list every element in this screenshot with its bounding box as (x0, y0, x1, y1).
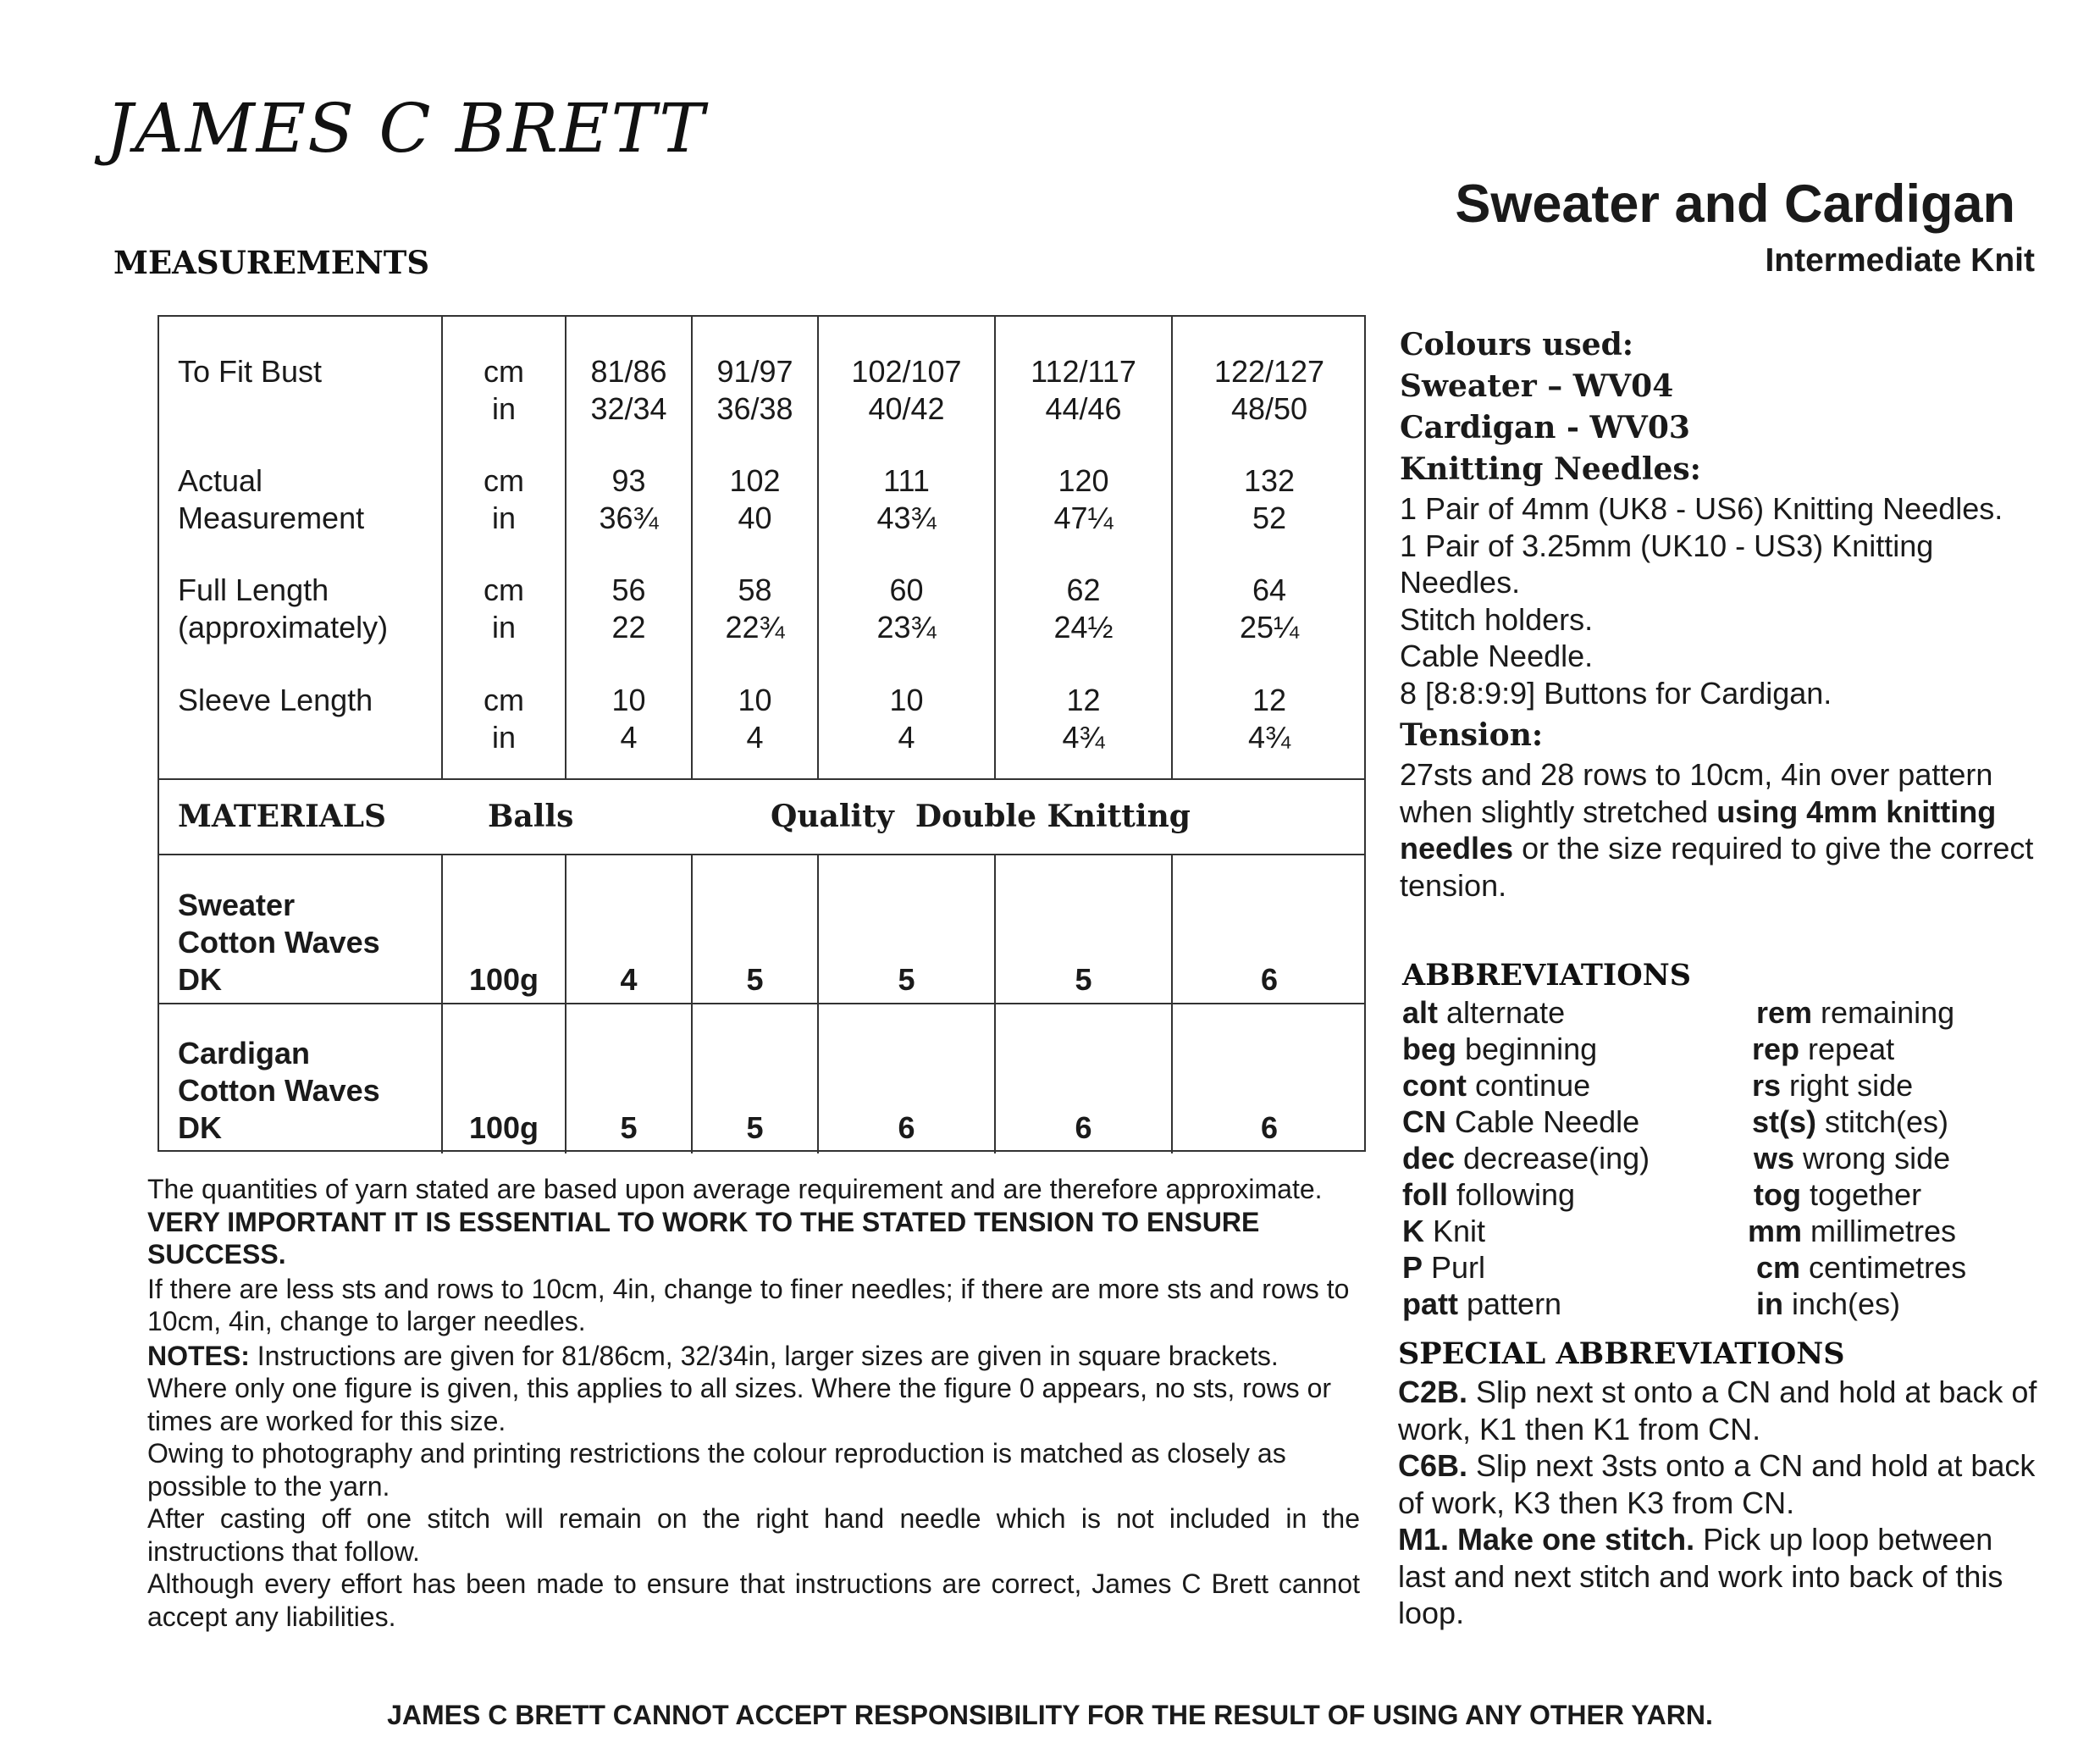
abbreviation: dec decrease(ing) (1402, 1141, 1650, 1175)
abbreviation: alt alternate (1402, 995, 1566, 1030)
quantities-note: The quantities of yarn stated are based upon average requirement and are therefore approximate. (147, 1174, 1323, 1204)
brand-logo: JAMES C BRETT (106, 89, 706, 168)
size-value: 122/127 48/50 (1213, 354, 1325, 426)
ball-count: 6 (1260, 1110, 1279, 1145)
quality-label: Quality Double Knitting (771, 799, 1191, 834)
needles-heading: Knitting Needles: (1400, 451, 1701, 487)
abbreviation: CN Cable Needle (1402, 1104, 1640, 1139)
size-value: 58 22¾ (725, 573, 785, 644)
row-label: To Fit Bust (178, 354, 323, 389)
colour-cardigan: Cardigan - WV03 (1400, 410, 1690, 445)
colour-sweater: Sweater – WV04 (1400, 368, 1674, 404)
ball-count: 4 (620, 962, 638, 997)
size-value: 102/107 40/42 (851, 354, 962, 426)
abbreviation: beg beginning (1402, 1032, 1598, 1066)
measurements-heading: MEASUREMENTS (113, 244, 430, 281)
abbreviations-heading: ABBREVIATIONS (1402, 958, 1692, 993)
casting-note-line: instructions that follow. (147, 1535, 420, 1567)
row-label: Actual Measurement (178, 463, 365, 535)
needle-item: 8 [8:8:9:9] Buttons for Cardigan. (1400, 675, 1832, 711)
abbreviation: ws wrong side (1754, 1141, 1951, 1175)
size-value: 10 4 (611, 683, 646, 755)
size-value: 64 25¼ (1239, 573, 1300, 644)
abbreviation: cont continue (1402, 1068, 1591, 1103)
table-divider (159, 1003, 1364, 1004)
liability-note-line: Although every effort has been made to ensure that instructions are correct, James C Brett cannot (147, 1568, 1360, 1599)
ball-count: 5 (746, 1110, 764, 1145)
abbreviation: cm centimetres (1756, 1250, 1967, 1285)
abbreviation: rep repeat (1752, 1032, 1895, 1066)
yarn-name: Sweater Cotton Waves DK (178, 888, 380, 997)
size-value: 10 4 (738, 683, 772, 755)
notes-label: NOTES: (147, 1340, 250, 1371)
ball-count: 5 (1075, 962, 1092, 997)
abbreviation: in inch(es) (1756, 1286, 1901, 1321)
ball-count: 6 (1260, 962, 1279, 997)
size-value: 111 43¾ (876, 463, 937, 535)
abbreviation: rem remaining (1756, 995, 1955, 1030)
size-value: 91/97 36/38 (716, 354, 793, 426)
measurements-table (158, 315, 1366, 1152)
footer-disclaimer: JAMES C BRETT CANNOT ACCEPT RESPONSIBILITY FOR THE RESULT OF USING ANY OTHER YARN. (387, 1700, 1713, 1730)
yarn-name: Cardigan Cotton Waves DK (178, 1036, 380, 1145)
yarn-weight: 100g (468, 962, 539, 997)
size-value: 120 47¼ (1053, 463, 1114, 535)
size-value: 132 52 (1243, 463, 1296, 535)
unit-cell: cm in (484, 683, 524, 755)
pattern-title: Sweater and Cardigan (1455, 174, 2015, 234)
abbreviation: patt pattern (1402, 1286, 1562, 1321)
size-value: 102 40 (729, 463, 781, 535)
ball-count: 5 (898, 962, 915, 997)
size-value: 112/117 44/46 (1031, 354, 1136, 426)
needle-item: 1 Pair of 3.25mm (UK10 - US3) Knitting Needles. (1400, 528, 1934, 600)
unit-cell: cm in (484, 573, 524, 644)
abbreviation: foll following (1402, 1177, 1576, 1212)
special-abbreviations-heading: SPECIAL ABBREVIATIONS (1398, 1336, 1845, 1371)
abbreviation: P Purl (1402, 1250, 1486, 1285)
size-value: 60 23¾ (876, 573, 937, 644)
special-abbreviation: C2B. Slip next st onto a CN and hold at back of work, K1 then K1 from CN. (1398, 1375, 2037, 1447)
ball-count: 6 (1075, 1110, 1092, 1145)
special-abbreviations-list (1398, 1374, 2042, 1632)
table-divider (159, 854, 1364, 855)
special-abbreviation: C6B. Slip next 3sts onto a CN and hold at back of work, K3 then K3 from CN. (1398, 1448, 2036, 1520)
needle-item: Cable Needle. (1400, 639, 1594, 673)
ball-count: 5 (746, 962, 764, 997)
unit-cell: cm in (484, 463, 524, 535)
photography-note: Owing to photography and printing restrictions the colour reproduction is matched as closely as possible to the yarn. (147, 1438, 1286, 1502)
ball-count: 6 (898, 1110, 915, 1145)
size-value: 81/86 32/34 (590, 354, 667, 426)
pattern-details (1400, 324, 2043, 904)
pattern-level: Intermediate Knit (1765, 242, 2035, 279)
pattern-notes (147, 1173, 1360, 1633)
row-label: Sleeve Length (178, 683, 373, 717)
abbreviation: tog together (1754, 1177, 1922, 1212)
table-divider (159, 778, 1364, 780)
tension-text: 27sts and 28 rows to 10cm, 4in over pattern when slightly stretched using 4mm knitting needles or the size required to give the correct tension. (1400, 757, 2034, 903)
needle-item: 1 Pair of 4mm (UK8 - US6) Knitting Needles. (1400, 491, 2003, 526)
size-value: 10 4 (889, 683, 924, 755)
abbreviation: mm millimetres (1748, 1214, 1957, 1248)
row-label: Full Length (approximately) (178, 573, 389, 644)
abbreviation: K Knit (1402, 1214, 1486, 1248)
abbreviation: rs right side (1752, 1068, 1914, 1103)
unit-cell: cm in (484, 354, 524, 426)
tension-warning: VERY IMPORTANT IT IS ESSENTIAL TO WORK TO THE STATED TENSION TO ENSURE SUCCESS. (147, 1206, 1260, 1270)
liability-note-line: accept any liabilities. (147, 1601, 396, 1632)
colours-heading: Colours used: (1400, 327, 1634, 362)
casting-note-line: After casting off one stitch will remain on the right hand needle which is not included in the (147, 1503, 1360, 1534)
needle-adjust-note: If there are less sts and rows to 10cm, 4in, change to finer needles; if there are more sts and rows to 10cm, 4in, change to larger needles. (147, 1273, 1350, 1336)
size-value: 12 4¾ (1062, 683, 1105, 755)
needle-item: Stitch holders. (1400, 601, 1594, 637)
sizing-note: NOTES: Instructions are given for 81/86cm, 32/34in, larger sizes are given in square brackets. Where only one figure is given, this applies to all sizes. Where the figure 0 appears, no sts, rows or times are worked for this size. (147, 1340, 1332, 1436)
materials-label: MATERIALS (178, 799, 387, 834)
size-value: 93 36¾ (599, 463, 659, 535)
abbreviation: st(s) stitch(es) (1752, 1104, 1949, 1139)
ball-count: 5 (620, 1110, 638, 1145)
size-value: 62 24½ (1053, 573, 1114, 644)
special-abbreviation: M1. Make one stitch. Pick up loop between last and next stitch and work into back of this loop. (1398, 1522, 2003, 1630)
tension-heading: Tension: (1400, 717, 1544, 753)
balls-label: Balls (488, 799, 574, 834)
yarn-weight: 100g (468, 1110, 539, 1145)
size-value: 12 4¾ (1247, 683, 1291, 755)
size-value: 56 22 (611, 573, 646, 644)
